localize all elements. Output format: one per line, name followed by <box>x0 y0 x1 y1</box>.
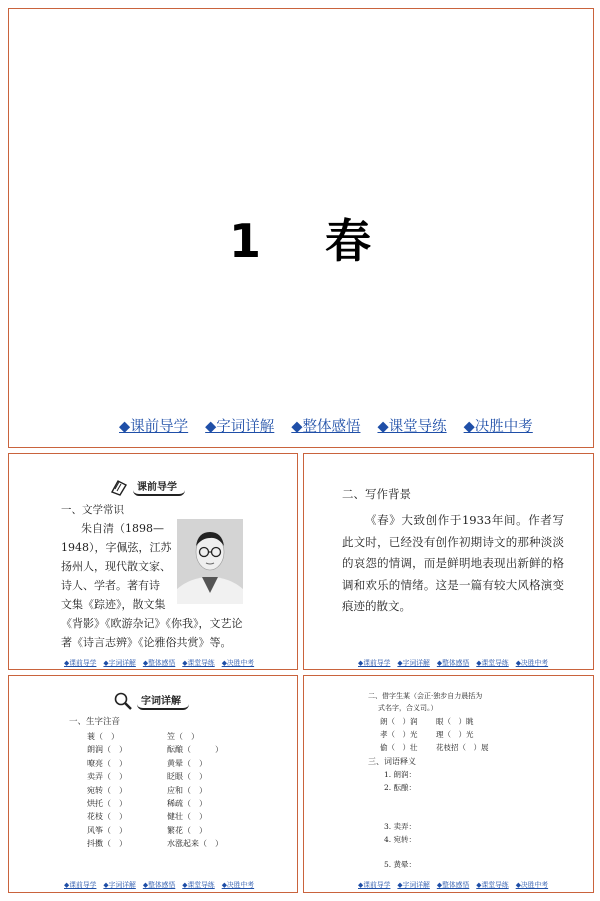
nav-link-overall[interactable]: ◆整体感悟 <box>291 419 361 435</box>
definition-item: 1. 朗润： <box>384 770 417 779</box>
background-slide <box>303 453 594 670</box>
exercise-item: 眨眼（ ） <box>167 772 207 782</box>
nav-link-pre-study[interactable]: ◆课前导学 <box>64 659 97 667</box>
nav-bar <box>358 657 555 667</box>
nav-link-vocabulary[interactable]: ◆字词详解 <box>205 419 275 435</box>
nav-link-pre-study[interactable]: ◆课前导学 <box>119 419 189 435</box>
nav-link-practice[interactable]: ◆课堂导练 <box>476 881 509 889</box>
nav-bar <box>64 657 261 667</box>
exercise-row <box>87 743 223 756</box>
definition-item: 2. 酝酿： <box>384 783 417 792</box>
exercise-item: 偷（ ）壮 <box>380 743 418 752</box>
nav-link-practice[interactable]: ◆课堂导练 <box>182 659 215 667</box>
exercise-item: 抖擞（ ） <box>87 839 127 849</box>
nav-bar <box>358 879 555 889</box>
exercise-row <box>87 837 223 850</box>
lesson-name: 春 <box>325 214 373 268</box>
nav-link-practice[interactable]: ◆课堂导练 <box>377 419 447 435</box>
nav-link-practice[interactable]: ◆课堂导练 <box>182 881 215 889</box>
nav-link-vocabulary[interactable]: ◆字词详解 <box>397 659 430 667</box>
bio-line: 诗人、学者。著有诗 <box>61 579 160 592</box>
exercise-item: 酝酿（ ） <box>167 745 223 755</box>
nav-link-exam[interactable]: ◆决胜中考 <box>463 419 533 435</box>
exercise-item: 应和（ ） <box>167 785 207 795</box>
nav-link-exam[interactable]: ◆决胜中考 <box>515 881 549 889</box>
definition-item: 4. 宛转： <box>384 835 417 844</box>
nav-link-vocabulary[interactable]: ◆字词详解 <box>103 659 136 667</box>
nav-link-exam[interactable]: ◆决胜中考 <box>221 881 255 889</box>
bio-line: 著《诗言志辨》《论雅俗共赏》等。 <box>61 636 232 649</box>
nav-bar <box>64 879 261 889</box>
exercise-item: 卖弄（ ） <box>87 772 127 782</box>
definition-item: 3. 卖弄： <box>384 822 417 831</box>
exercise-item: 眼（ ）眺 <box>436 717 474 726</box>
exercise-item: 繁花（ ） <box>167 825 207 835</box>
lesson-title <box>9 205 593 271</box>
exercise-item: 孝（ ）光 <box>380 730 418 739</box>
section-badge-label: 字词详解 <box>137 692 189 710</box>
exercise-item: 朗（ ）润 <box>380 717 418 726</box>
word-exercise-slide <box>303 675 594 893</box>
nav-link-exam[interactable]: ◆决胜中考 <box>221 659 255 667</box>
exercise-row <box>87 810 223 823</box>
title-slide <box>8 8 594 448</box>
nav-link-overall[interactable]: ◆整体感悟 <box>142 659 176 667</box>
exercise-item: 风筝（ ） <box>87 825 127 835</box>
nav-link-vocabulary[interactable]: ◆字词详解 <box>397 881 430 889</box>
nav-link-vocabulary[interactable]: ◆字词详解 <box>103 881 136 889</box>
exercise-item: 宛转（ ） <box>87 785 127 795</box>
background-paragraph: 《春》大致创作于1933年间。作者写此文时，已经没有创作初期诗文的那种淡淡的哀怨的情调，而是鲜明地表现出新鲜的格调和欢乐的情绪。这是一篇有较大风格演变痕迹的散文。 <box>342 513 564 613</box>
exercise-row <box>87 770 223 783</box>
exercise-item: 笠（ ） <box>167 732 199 741</box>
exercise-item: 花枝（ ） <box>87 812 127 822</box>
bio-line: 扬州人，现代散文家、 <box>61 560 171 573</box>
section-badge <box>113 691 189 711</box>
exercise-item: 理（ ）光 <box>436 730 474 739</box>
exercise-item: 健壮（ ） <box>167 812 207 822</box>
exercise-item: 朗润（ ） <box>87 745 127 755</box>
bio-line: 《背影》《欧游杂记》《你我》，文艺论 <box>61 617 243 630</box>
nav-link-overall[interactable]: ◆整体感悟 <box>436 881 470 889</box>
bio-line: 朱自清（1898— <box>81 522 164 535</box>
exercise-row <box>87 757 223 770</box>
nav-link-exam[interactable]: ◆决胜中考 <box>515 659 549 667</box>
exercise-item: 黄晕（ ） <box>167 758 207 768</box>
pre-study-slide <box>8 453 298 670</box>
exercise-instruction: 式名字，合义司。） <box>378 704 438 712</box>
exercise-row <box>87 824 223 837</box>
section-badge <box>109 477 185 497</box>
exercise-instruction: 二、借字生某（会正·独步自力晨括为 <box>368 692 483 700</box>
magnifier-icon <box>113 691 133 711</box>
section-heading: 一、生字注音 <box>69 717 121 727</box>
nav-link-pre-study[interactable]: ◆课前导学 <box>358 659 391 667</box>
vocabulary-slide <box>8 675 298 893</box>
exercise-item: 嘹亮（ ） <box>87 758 127 768</box>
nav-link-overall[interactable]: ◆整体感悟 <box>436 659 470 667</box>
section-heading: 一、文学常识 <box>61 504 124 516</box>
exercise-row <box>87 730 223 743</box>
lesson-number: 1 <box>228 214 263 268</box>
exercise-row <box>87 797 223 810</box>
nav-link-pre-study[interactable]: ◆课前导学 <box>358 881 391 889</box>
exercise-item: 烘托（ ） <box>87 799 127 809</box>
exercise-item: 水涨起来（ ） <box>167 839 223 849</box>
author-portrait <box>177 519 243 604</box>
book-icon <box>109 477 129 497</box>
nav-link-pre-study[interactable]: ◆课前导学 <box>64 881 97 889</box>
exercise-item: 稀疏（ ） <box>167 799 207 809</box>
pinyin-exercise <box>87 730 223 851</box>
nav-link-practice[interactable]: ◆课堂导练 <box>476 659 509 667</box>
bio-line: 1948），字佩弦，江苏 <box>61 541 172 554</box>
section-badge-label: 课前导学 <box>133 478 185 496</box>
section-heading: 三、词语释义 <box>368 757 416 766</box>
section-heading: 二、写作背景 <box>342 487 411 501</box>
nav-bar <box>119 415 550 436</box>
exercise-row <box>87 784 223 797</box>
exercise-item: 蓑（ ） <box>87 732 119 741</box>
exercise-item: 花枝招（ ）展 <box>436 743 489 752</box>
bio-line: 文集《踪迹》，散文集 <box>61 598 166 611</box>
nav-link-overall[interactable]: ◆整体感悟 <box>142 881 176 889</box>
definition-item: 5. 黄晕： <box>384 860 417 869</box>
